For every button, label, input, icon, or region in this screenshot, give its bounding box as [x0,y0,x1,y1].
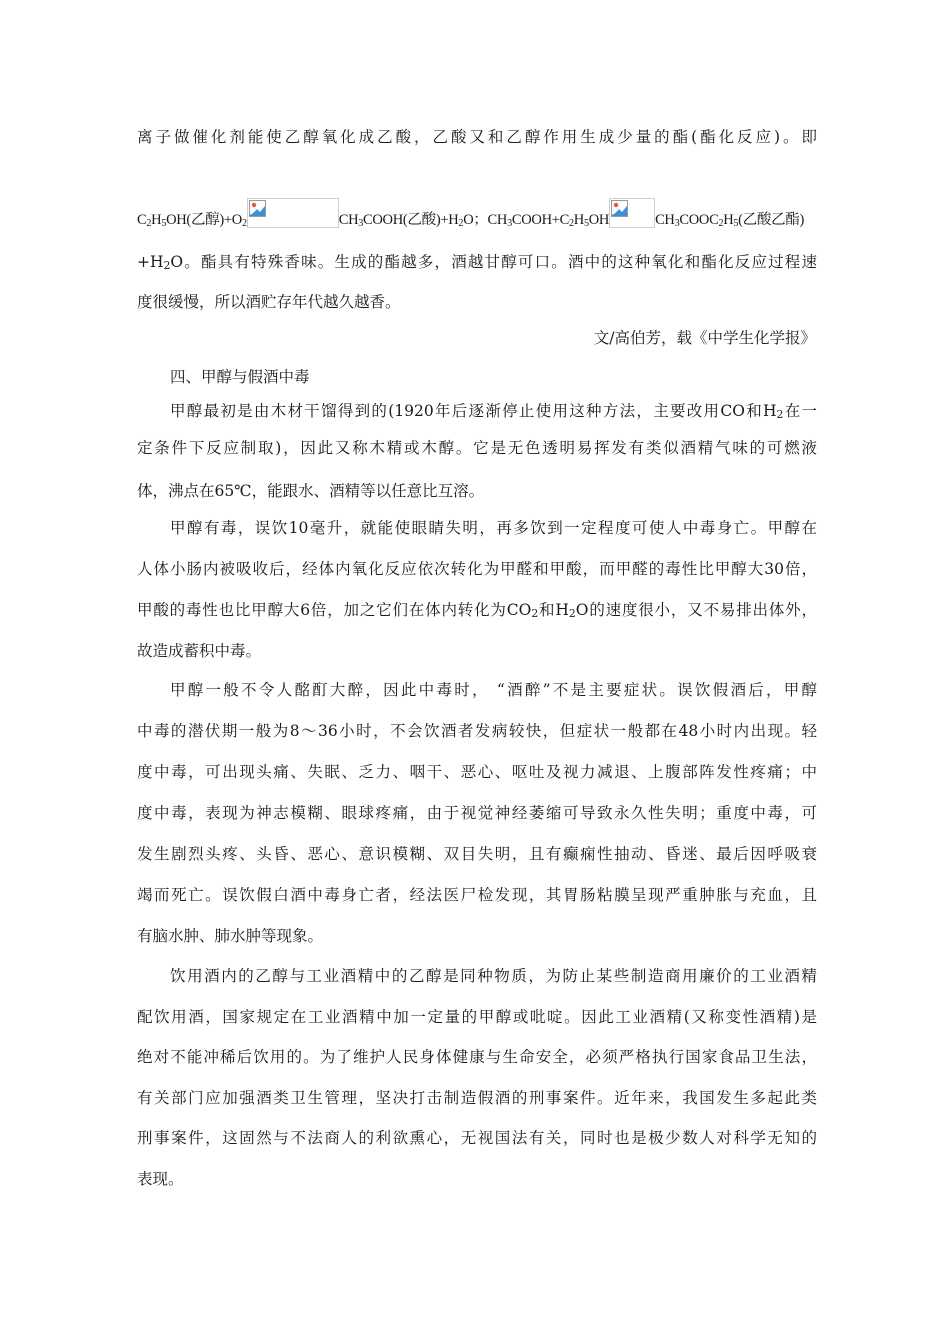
paragraph-line: 甲醇最初是由木材干馏得到的(1920年后逐渐停止使用这种方法，主要改用CO和$H_2$在一 [170,402,817,421]
reaction-arrow-image [247,198,339,228]
reaction-arrow-image [609,198,655,228]
paragraph-line: 体，沸点在65℃，能跟水、酒精等以任意比互溶。 [137,482,485,500]
paragraph-line: 定条件下反应制取)，因此又称木精或木醇。它是无色透明易挥发有类似酒精气味的可燃液 [137,439,817,457]
paragraph-line: 甲酸的毒性也比甲醇大6倍，加之它们在体内转化为$CO_2$和$H_2O$的速度很小，又不易排出体外， [137,601,817,620]
paragraph-line: 有脑水肿、肺水肿等现象。 [137,927,324,945]
paragraph-line: 饮用酒内的乙醇与工业酒精中的乙醇是同种物质，为防止某些制造商用廉价的工业酒精 [170,967,817,985]
paragraph-line: 刑事案件，这固然与不法商人的利欲熏心，无视国法有关，同时也是极少数人对科学无知的 [137,1129,817,1147]
paragraph-line: 表现。 [137,1170,184,1188]
broken-image-icon [611,200,628,217]
paragraph-line: 度很缓慢，所以酒贮存年代越久越香。 [137,293,401,311]
paragraph-line: 中毒的潜伏期一般为8～36小时，不会饮酒者发病较快，但症状一般都在48小时内出现。轻 [137,722,817,740]
paragraph-line: 绝对不能冲稀后饮用的。为了维护人民身体健康与生命安全，必须严格执行国家食品卫生法， [137,1048,817,1066]
paragraph-line: 甲醇有毒，误饮10毫升，就能使眼睛失明，再多饮到一定程度可使人中毒身亡。甲醇在 [170,519,817,537]
paragraph-line: 竭而死亡。误饮假白酒中毒身亡者，经法医尸检发现，其胃肠粘膜呈现严重肿胀与充血，且 [137,886,817,904]
attribution: 文/高伯芳，载《中学生化学报》 [593,329,816,347]
broken-image-icon [249,200,266,217]
paragraph-line: 度中毒，表现为神志模糊、眼球疼痛，由于视觉神经萎缩可导致永久性失明；重度中毒，可 [137,804,817,822]
chemical-equation: $C_2H_5OH$(乙醇)$+O_2$ $CH_3COOH$(乙酸)$+H_2O$；$CH_3COOH+C_2H_5OH$ $CH_3COOC_2H_5$(乙酸乙酯) [137,198,817,234]
paragraph-line: 配饮用酒，国家规定在工业酒精中加一定量的甲醇或吡啶。因此工业酒精(又称变性酒精)是 [137,1008,817,1026]
section-heading: 四、甲醇与假酒中毒 [170,368,310,386]
paragraph-line: $+H_2O$。酯具有特殊香味。生成的酯越多，酒越甘醇可口。酒中的这种氧化和酯化反应过程速 [137,253,817,272]
paragraph-line: 甲醇一般不令人酩酊大醉，因此中毒时， “酒醉”不是主要症状。误饮假酒后，甲醇 [170,681,817,699]
paragraph-line: 度中毒，可出现头痛、失眠、乏力、咽干、恶心、呕吐及视力减退、上腹部阵发性疼痛；中 [137,763,817,781]
paragraph-line: 人体小肠内被吸收后，经体内氧化反应依次转化为甲醛和甲酸，而甲醛的毒性比甲醇大30倍， [137,560,817,578]
paragraph-line: 故造成蓄积中毒。 [137,642,262,660]
paragraph-line: 离子做催化剂能使乙醇氧化成乙酸，乙酸又和乙醇作用生成少量的酯(酯化反应)。即 [137,128,817,146]
paragraph-line: 发生剧烈头疼、头昏、恶心、意识模糊、双目失明，且有癫痫性抽动、昏迷、最后因呼吸衰 [137,845,817,863]
paragraph-line: 有关部门应加强酒类卫生管理，坚决打击制造假酒的刑事案件。近年来，我国发生多起此类 [137,1089,817,1107]
